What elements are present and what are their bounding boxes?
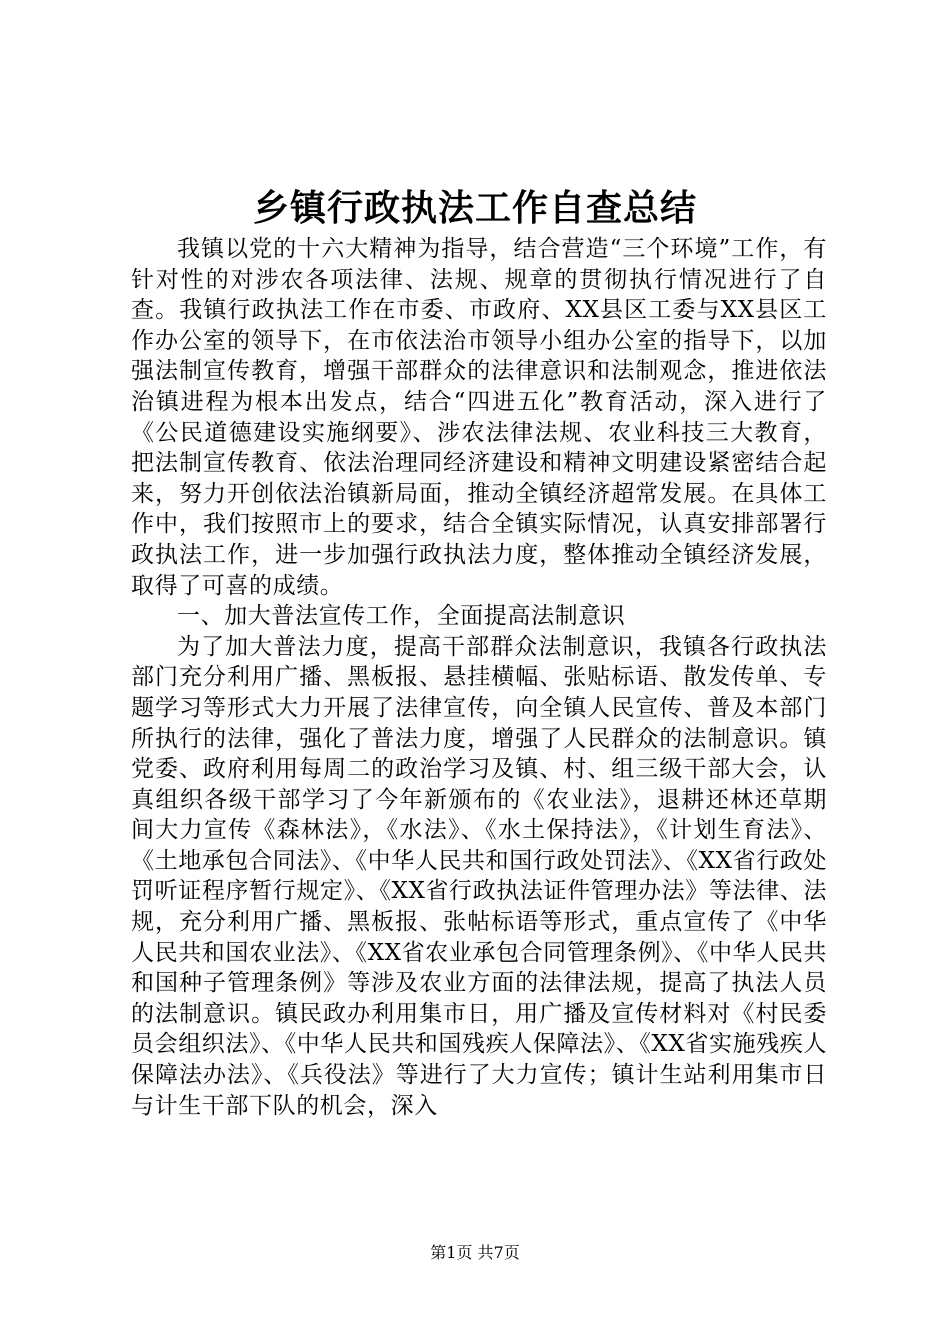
paragraph-intro: 我镇以党的十六大精神为指导，结合营造“三个环境”工作，有针对性的对涉农各项法律、法规、规章的贯彻执行情况进行了自查。我镇行政执法工作在市委、市政府、XX县区工委与XX县区工作办公室的领导下，在市依法治市领导小组办公室的指导下，以加强法制宣传教育，增强干部群众的法律意识和法制观念，推进依法治镇进程为根本出发点，结合“四进五化”教育活动，深入进行了《公民道德建设实施纲要》、涉农法律法规、农业科技三大教育，把法制宣传教育、依法治理同经济建设和精神文明建设紧密结合起来，努力开创依法治镇新局面，推动全镇经济超常发展。在具体工作中，我们按照市上的要求，结合全镇实际情况，认真安排部署行政执法工作，进一步加强行政执法力度，整体推动全镇经济发展，取得了可喜的成绩。 [131,236,827,599]
document-body [131,234,827,1121]
section-heading-1: 一、加大普法宣传工作，全面提高法制意识 [177,603,626,630]
paragraph-section-1: 为了加大普法力度，提高干部群众法制意识，我镇各行政执法部门充分利用广播、黑板报、悬挂横幅、张贴标语、散发传单、专题学习等形式大力开展了法律宣传，向全镇人民宣传、普及本部门所执行的法律，强化了普法力度，增强了人民群众的法制意识。镇党委、政府利用每周二的政治学习及镇、村、组三级干部大会，认真组织各级干部学习了今年新颁布的《农业法》，退耕还林还草期间大力宣传《森林法》，《水法》、《水土保持法》，《计划生育法》、《土地承包合同法》、《中华人民共和国行政处罚法》、《XX省行政处罚听证程序暂行规定》、《XX省行政执法证件管理办法》等法律、法规，充分利用广播、黑板报、张帖标语等形式，重点宣传了《中华人民共和国农业法》、《XX省农业承包合同管理条例》、《中华人民共和国种子管理条例》等涉及农业方面的法律法规，提高了执法人员的法制意识。镇民政办利用集市日，用广播及宣传材料对《村民委员会组织法》、《中华人民共和国残疾人保障法》、《XX省实施残疾人保障法办法》、《兵役法》等进行了大力宣传；镇计生站利用集市日与计生干部下队的机会，深入 [131,633,827,1119]
page-number-footer: 第1页 共7页 [430,1243,520,1262]
document-title: 乡镇行政执法工作自查总结 [252,187,697,229]
